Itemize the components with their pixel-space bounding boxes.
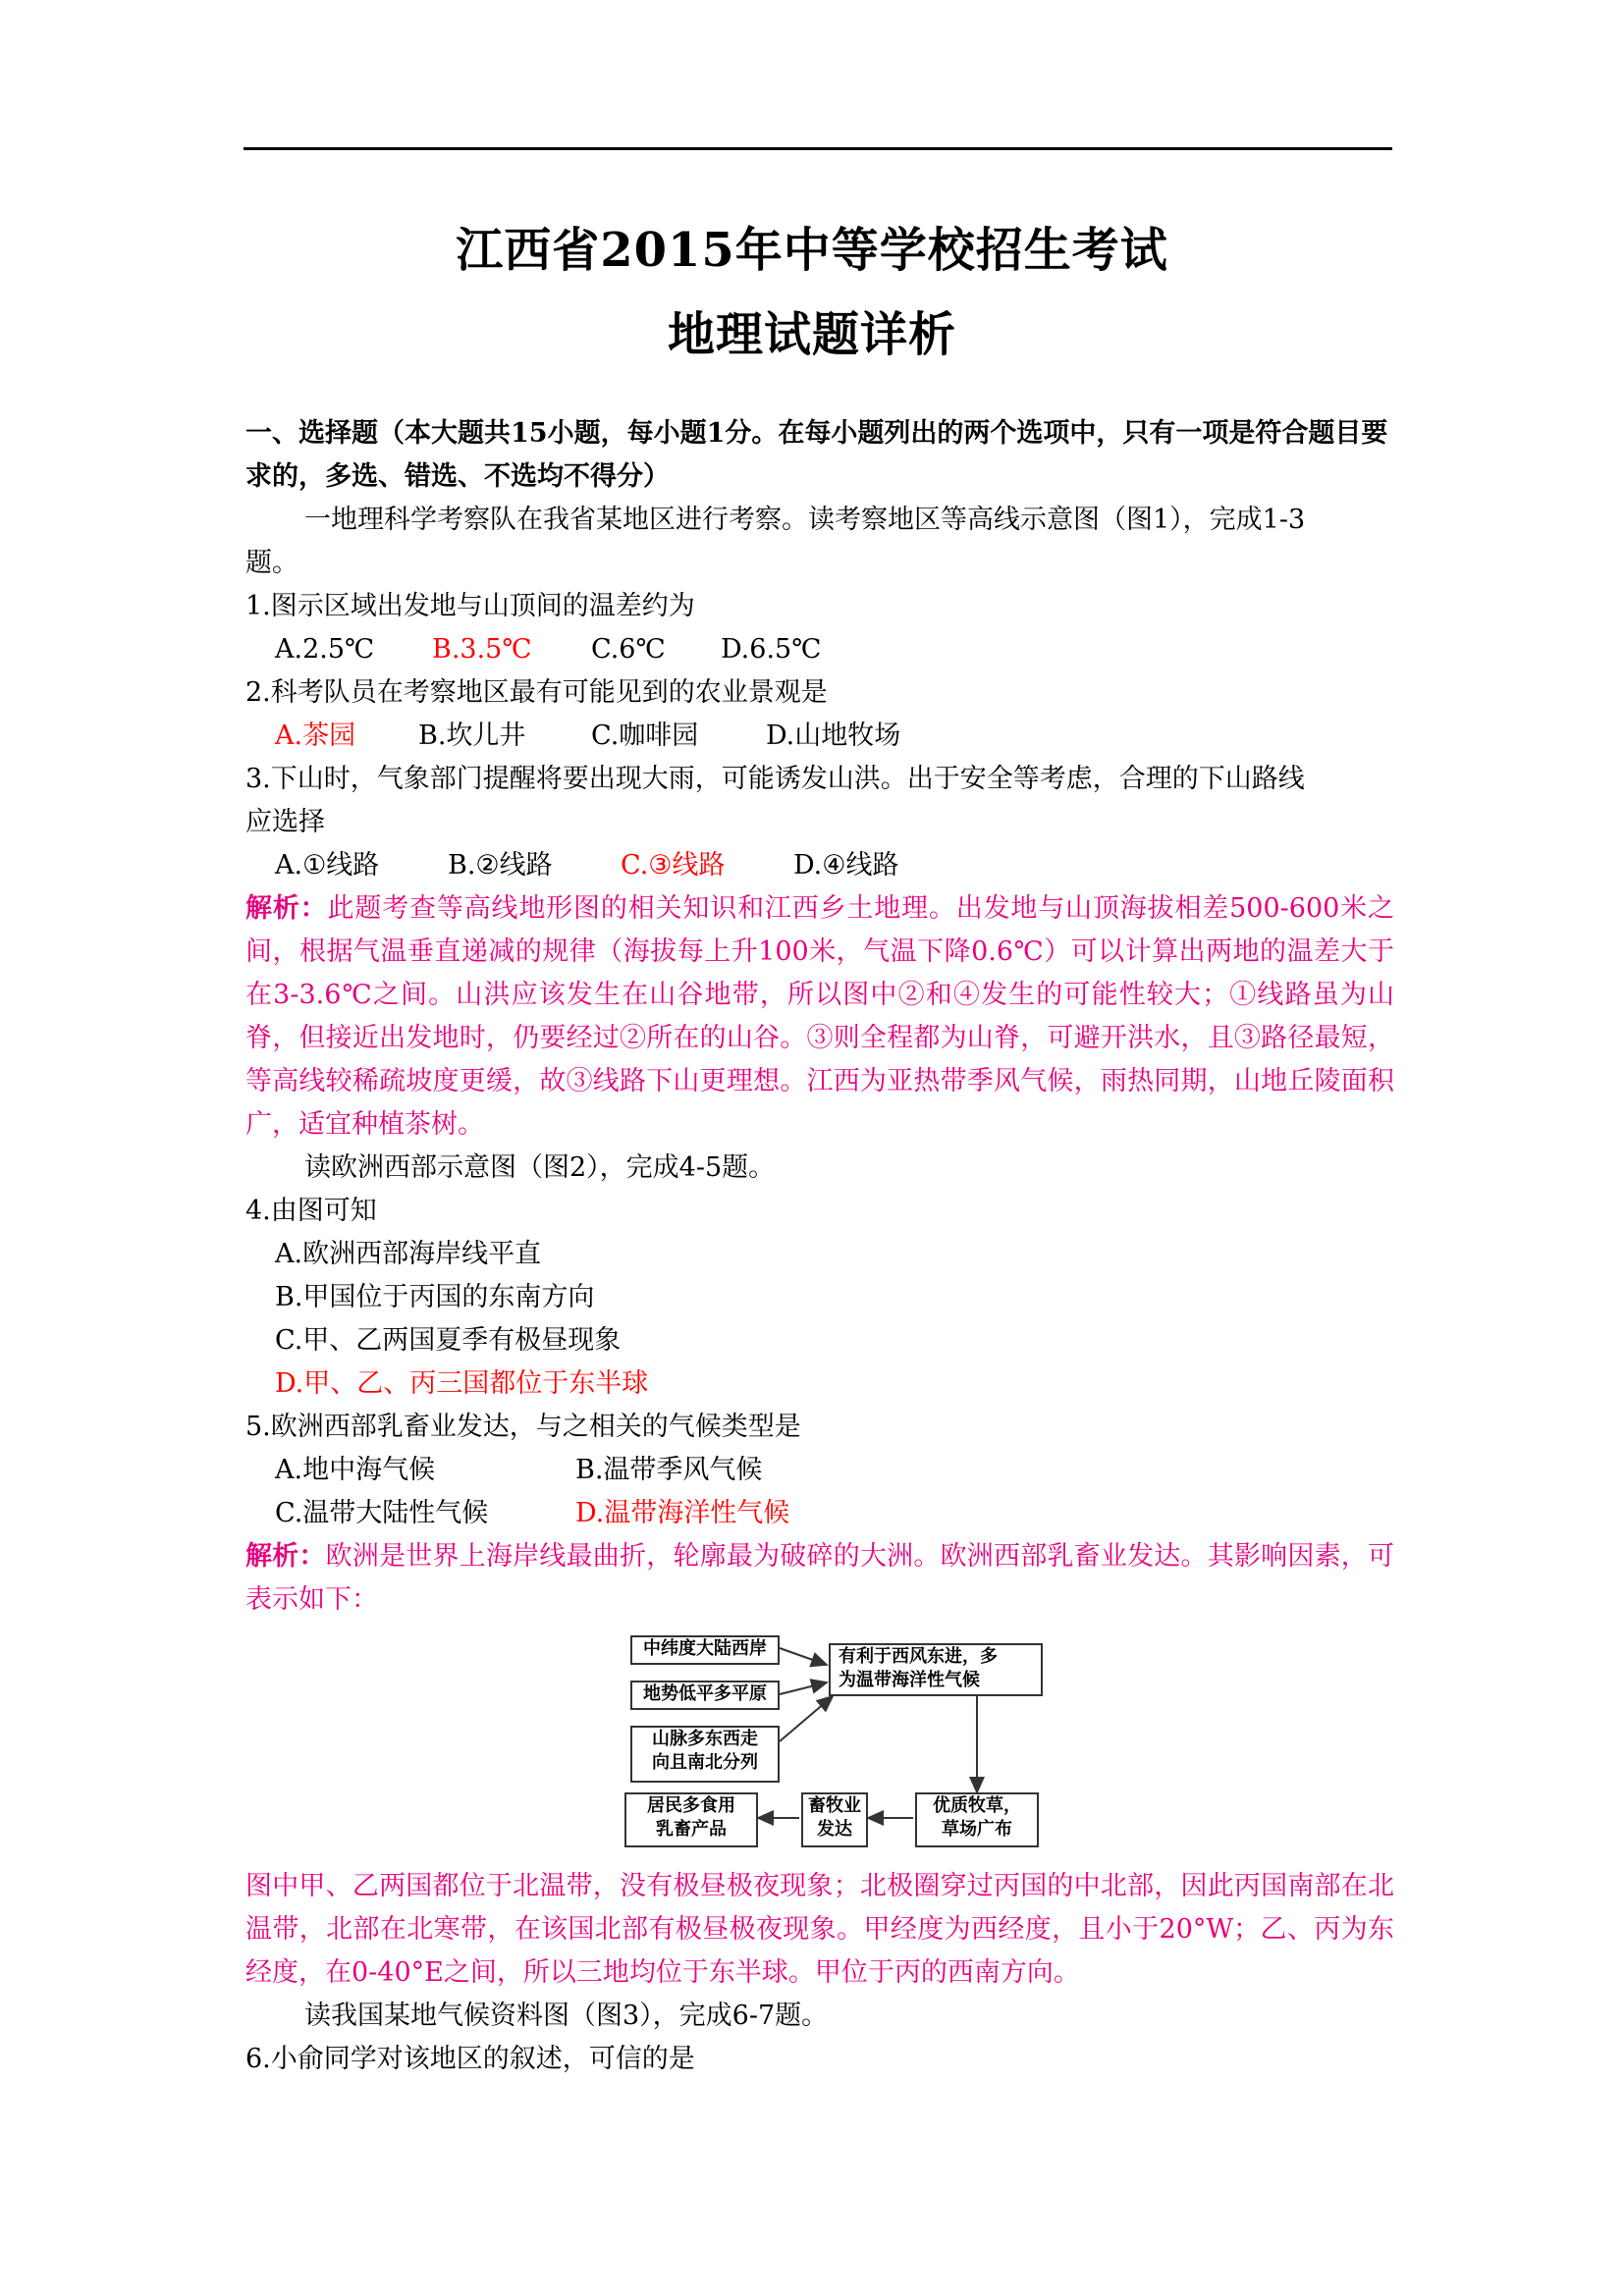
option: A.欧洲西部海岸线平直 bbox=[275, 1239, 542, 1269]
header-rule bbox=[244, 147, 1392, 150]
question-3-stem: 3.下山时，气象部门提醒将要出现大雨，可能诱发山洪。出于安全等考虑，合理的下山路线 bbox=[245, 764, 1305, 794]
option: C.咖啡园 bbox=[591, 721, 699, 751]
analysis-text: 此题考查等高线地形图的相关知识和江西乡土地理。出发地与山顶海拔相差500-600米之间，根据气温垂直递减的规律（海拔每上升100米，气温下降0.6℃）可以计算出两地的温差大于在3-3.6℃之间。山洪应该发生在山谷地带，所以图中②和④发生的可能性较大；①线路虽为山脊，但接近出发地时，仍要经过②所在的山谷。③则全程都为山脊，可避开洪水，且③路径最短，等高线较稀疏坡度更缓，故③线路下山更理想。江西为亚热带季风气候，雨热同期，山地丘陵面积广，适宜种植茶树。 bbox=[245, 893, 1394, 1140]
intro-text-3: 读我国某地气候资料图（图3），完成6-7题。 bbox=[304, 2001, 829, 2031]
analysis-1 bbox=[245, 887, 1394, 1147]
option-correct: C.③线路 bbox=[621, 850, 726, 881]
option-correct: D.温带海洋性气候 bbox=[575, 1498, 790, 1528]
option: A.①线路 bbox=[275, 850, 380, 881]
question-5-options-row1 bbox=[275, 1449, 762, 1492]
option: C.6℃ bbox=[591, 634, 666, 665]
analysis-2 bbox=[245, 1535, 1394, 1622]
option: C.温带大陆性气候 bbox=[275, 1498, 489, 1528]
question-6-stem: 6.小俞同学对该地区的叙述，可信的是 bbox=[245, 2044, 695, 2074]
question-2-options bbox=[275, 715, 900, 758]
question-4-stem: 4.由图可知 bbox=[245, 1196, 377, 1226]
option: A.地中海气候 bbox=[275, 1455, 436, 1485]
question-3-stem-cont: 应选择 bbox=[245, 807, 325, 837]
flow-box-terrain: 地势低平多平原 bbox=[630, 1681, 780, 1710]
arrow bbox=[780, 1696, 833, 1741]
question-2-stem: 2.科考队员在考察地区最有可能见到的农业景观是 bbox=[245, 677, 828, 708]
question-1-stem: 1.图示区域出发地与山顶间的温差约为 bbox=[245, 591, 695, 621]
intro-text-1: 一地理科学考察队在我省某地区进行考察。读考察地区等高线示意图（图1），完成1-3 bbox=[304, 505, 1306, 535]
option: D.山地牧场 bbox=[766, 721, 901, 751]
option: A.2.5℃ bbox=[275, 634, 375, 665]
question-3-options bbox=[275, 844, 898, 887]
analysis-label: 解析： bbox=[245, 1541, 326, 1572]
flow-box-mountains bbox=[630, 1726, 780, 1783]
analysis-text: 欧洲是世界上海岸线最曲折，轮廓最为破碎的大洲。欧洲西部乳畜业发达。其影响因素，可表示如下： bbox=[245, 1541, 1395, 1615]
flow-box-text: 向且南北分列 bbox=[652, 1752, 758, 1773]
intro-text-2: 读欧洲西部示意图（图2），完成4-5题。 bbox=[304, 1152, 776, 1183]
flow-box-climate bbox=[829, 1643, 1043, 1696]
flow-box-text: 畜牧业 bbox=[808, 1795, 861, 1816]
analysis-label: 解析： bbox=[245, 893, 328, 924]
question-5-stem: 5.欧洲西部乳畜业发达，与之相关的气候类型是 bbox=[245, 1412, 801, 1442]
option: C.甲、乙两国夏季有极昼现象 bbox=[275, 1325, 622, 1356]
option-correct: D.甲、乙、丙三国都位于东半球 bbox=[275, 1368, 649, 1399]
page-subtitle: 地理试题详析 bbox=[667, 307, 956, 362]
option: D.④线路 bbox=[793, 850, 899, 881]
flow-box-pasture bbox=[915, 1792, 1039, 1847]
flow-box-text: 有利于西风东进，多 bbox=[839, 1646, 998, 1667]
flow-box-text: 山脉多东西走 bbox=[652, 1729, 758, 1749]
page-title: 江西省2015年中等学校招生考试 bbox=[456, 223, 1168, 278]
flow-box-text: 优质牧草， bbox=[933, 1795, 1021, 1816]
flow-diagram bbox=[624, 1631, 1043, 1853]
flow-box-text: 发达 bbox=[817, 1819, 852, 1840]
flow-box-livestock bbox=[801, 1792, 868, 1847]
intro-text-1-cont: 题。 bbox=[245, 548, 298, 578]
option-correct: B.3.5℃ bbox=[432, 634, 532, 665]
option: B.②线路 bbox=[448, 850, 553, 881]
arrow bbox=[780, 1682, 827, 1694]
flow-box-latitude: 中纬度大陆西岸 bbox=[630, 1635, 780, 1665]
option: D.6.5℃ bbox=[721, 634, 822, 665]
flow-box-text: 为温带海洋性气候 bbox=[839, 1670, 980, 1690]
option-correct: A.茶园 bbox=[275, 721, 356, 751]
option: B.温带季风气候 bbox=[575, 1455, 763, 1485]
question-1-options bbox=[275, 628, 821, 671]
flow-box-residents bbox=[624, 1792, 758, 1847]
arrow bbox=[780, 1648, 827, 1665]
question-5-options-row2 bbox=[275, 1492, 789, 1535]
option: B.坎儿井 bbox=[418, 721, 526, 751]
flow-box-text: 居民多食用 bbox=[647, 1795, 735, 1816]
option: B.甲国位于丙国的东南方向 bbox=[275, 1282, 595, 1312]
section-heading: 一、选择题（本大题共15小题，每小题1分。在每小题列出的两个选项中，只有一项是符合题目要求的，多选、错选、不选均不得分） bbox=[245, 418, 1388, 492]
flow-box-text: 乳畜产品 bbox=[656, 1819, 727, 1840]
analysis-3: 图中甲、乙两国都位于北温带，没有极昼极夜现象；北极圈穿过丙国的中北部，因此丙国南部在北温带，北部在北寒带，在该国北部有极昼极夜现象。甲经度为西经度，且小于20°W；乙、丙为东经度，在0-40°E之间，所以三地均位于东半球。甲位于丙的西南方向。 bbox=[245, 1871, 1394, 1988]
flow-box-text: 草场广布 bbox=[942, 1819, 1012, 1840]
